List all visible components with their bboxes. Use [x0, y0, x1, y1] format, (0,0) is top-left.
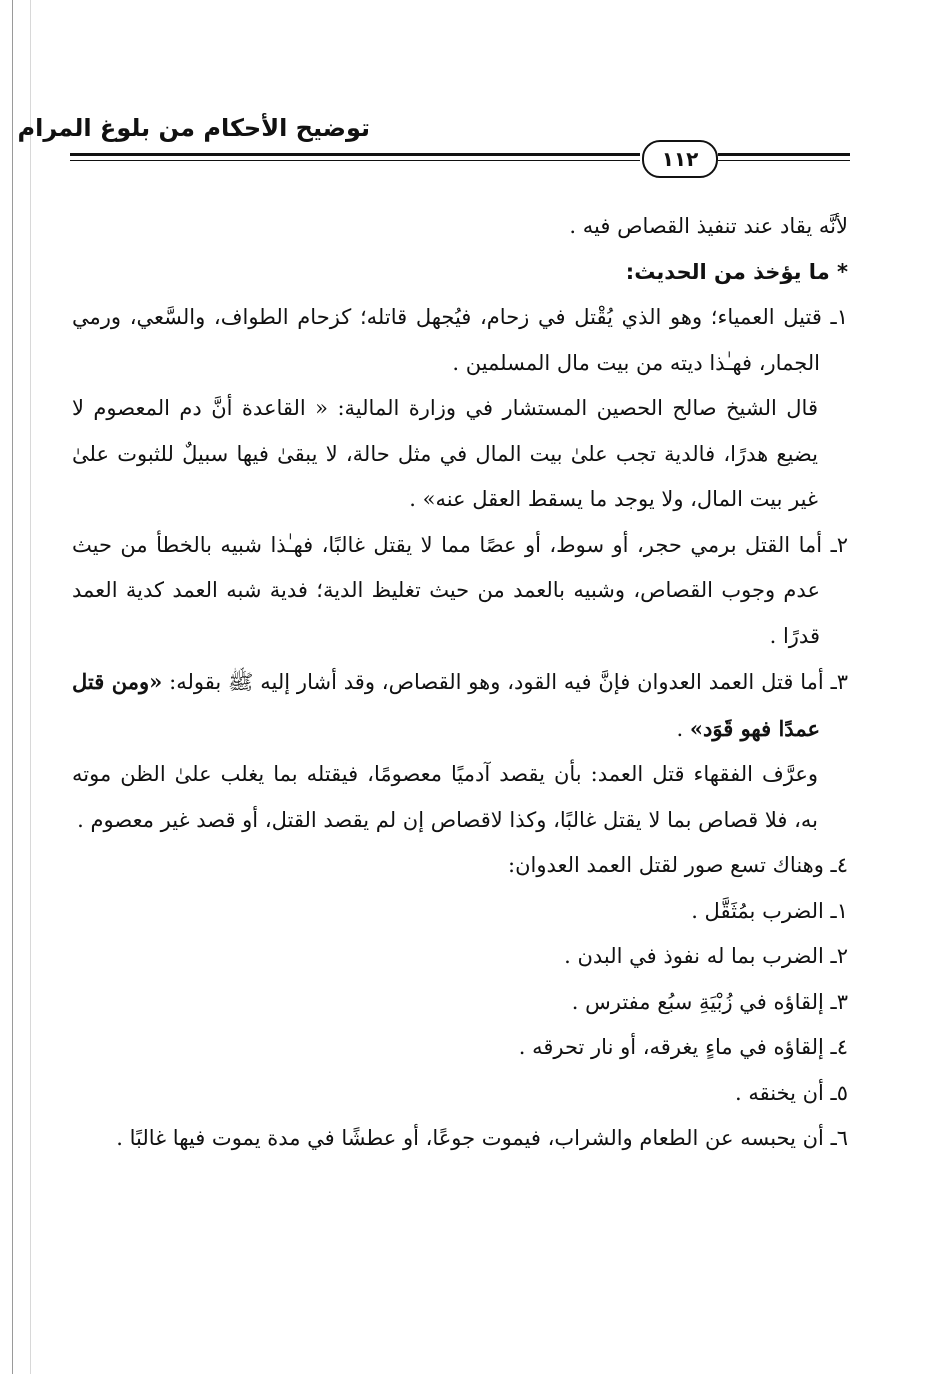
- intro-line: لأنَّه يقاد عند تنفيذ القصاص فيه .: [569, 214, 848, 238]
- list-item: ٦ـ أن يحبسه عن الطعام والشراب، فيموت جوعًا، أو عطشًا في مدة يموت فيها غالبًا .: [116, 1126, 848, 1150]
- list-item: ٤ـ إلقاؤه في ماءٍ يغرقه، أو نار تحرقه .: [518, 1035, 848, 1059]
- page-header: [17, 108, 850, 178]
- header-rule-left-thin: [70, 160, 640, 161]
- list-item: ٥ـ أن يخنقه .: [734, 1080, 848, 1105]
- page-left-margin-rule: [30, 0, 31, 1374]
- header-rule-right-thin: [718, 160, 850, 161]
- section-heading: * ما يؤخذ من الحديث:: [625, 259, 848, 284]
- point-3-definition: وعرَّف الفقهاء قتل العمد: بأن يقصد آدميًا معصومًا، فيقتله بما يغلب علىٰ الظن موته به، فلا قصاص بما لا يقتل غالبًا، وكذا لاقصاص إن لم يقصد القتل، أو قصد غير معصوم .: [72, 762, 818, 832]
- header-rule-right: [718, 153, 850, 156]
- point-1-quote: قال الشيخ صالح الحصين المستشار في وزارة المالية: « القاعدة أنَّ دم المعصوم لا يضيع هدرًا، فالدية تجب علىٰ بيت المال في مثل حالة، لا يبقىٰ فيها سبيلٌ للثبوت علىٰ غير بيت المال، ولا يوجد ما يسقط العقل عنه» .: [72, 396, 818, 511]
- page-body: [72, 204, 848, 1162]
- point-2: ٢ـ أما القتل برمي حجر، أو سوط، أو عصًا مما لا يقتل غالبًا، فهـٰذا شبيه بالخطأ من حيث عدم وجوب القصاص، وشبيه بالعمد من حيث تغليظ الدية؛ فدية شبه العمد كدية العمد قدرًا .: [72, 532, 848, 648]
- point-1: ١ـ قتيل العمياء؛ وهو الذي يُقْتل في زحام، فيُجهل قاتله؛ كزحام الطواف، والسَّعي، ورمي الجمار، فهـٰذا ديته من بيت مال المسلمين .: [72, 305, 848, 375]
- point-4-intro: ٤ـ وهناك تسع صور لقتل العمد العدوان:: [508, 853, 848, 877]
- list-item: ٢ـ الضرب بما له نفوذ في البدن .: [564, 944, 848, 968]
- list-item: ١ـ الضرب بمُثَقَّل .: [691, 898, 848, 923]
- page-left-edge-rule: [12, 0, 13, 1374]
- running-book-title: توضيح الأحكام من بلوغ المرام: [17, 114, 370, 142]
- point-3-hadith: «ومن قتل عمدًا فهو قَوَد»: [72, 669, 820, 741]
- point-3-end: .: [676, 716, 690, 741]
- point-3-text: ٣ـ أما قتل العمد العدوان فإنَّ فيه القود، وهو القصاص، وقد أشار إليه ﷺ بقوله:: [162, 670, 849, 694]
- point-3: [72, 659, 848, 752]
- page-number-badge: ١١٢: [642, 140, 718, 178]
- header-rule-left: [70, 153, 640, 156]
- list-item: ٣ـ إلقاؤه في زُبْيَةِ سبُع مفترس .: [571, 989, 848, 1014]
